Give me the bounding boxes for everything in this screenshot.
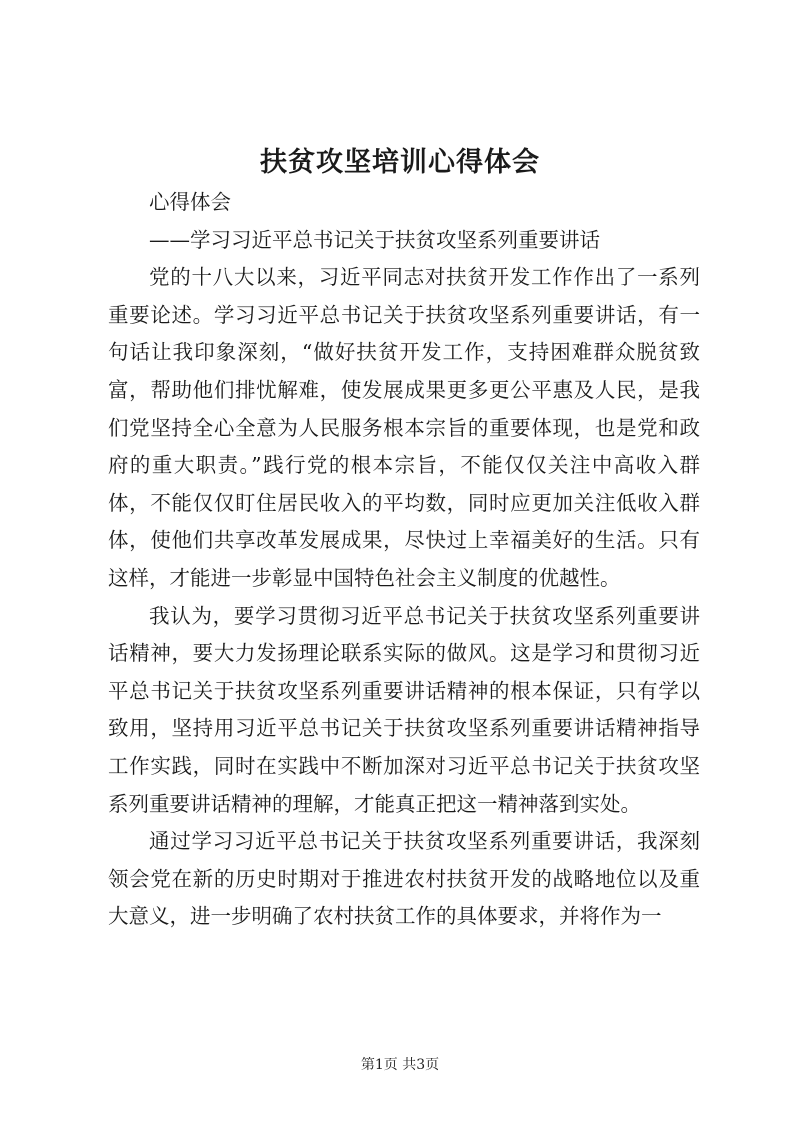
document-body — [108, 184, 700, 936]
body-paragraph: 党的十八大以来，习近平同志对扶贫开发工作作出了一系列重要论述。学习习近平总书记关于扶贫攻坚系列重要讲话，有一句话让我印象深刻，“做好扶贫开发工作，支持困难群众脱贫致富，帮助他们排忧解难，使发展成果更多更公平惠及人民，是我们党坚持全心全意为人民服务根本宗旨的重要体现，也是党和政府的重大职责。”践行党的根本宗旨，不能仅仅关注中高收入群体，不能仅仅盯住居民收入的平均数，同时应更加关注低收入群体，使他们共享改革发展成果，尽快过上幸福美好的生活。只有这样，才能进一步彰显中国特色社会主义制度的优越性。 — [108, 265, 700, 590]
body-paragraph: 我认为，要学习贯彻习近平总书记关于扶贫攻坚系列重要讲话精神，要大力发扬理论联系实际的做风。这是学习和贯彻习近平总书记关于扶贫攻坚系列重要讲话精神的根本保证，只有学以致用，坚持用习近平总书记关于扶贫攻坚系列重要讲话精神指导工作实践，同时在实践中不断加深对习近平总书记关于扶贫攻坚系列重要讲话精神的理解，才能真正把这一精神落到实处。 — [108, 603, 700, 816]
subtitle-heading: 心得体会 — [149, 190, 231, 214]
document-title: 扶贫攻坚培训心得体会 — [260, 147, 540, 178]
body-paragraph: 通过学习习近平总书记关于扶贫攻坚系列重要讲话，我深刻领会党在新的历史时期对于推进农村扶贫开发的战略地位以及重大意义，进一步明确了农村扶贫工作的具体要求，并将作为一 — [108, 829, 700, 929]
subtitle-line: ——学习习近平总书记关于扶贫攻坚系列重要讲话 — [149, 227, 600, 252]
page-number-footer: 第1页 共3页 — [360, 1057, 440, 1073]
